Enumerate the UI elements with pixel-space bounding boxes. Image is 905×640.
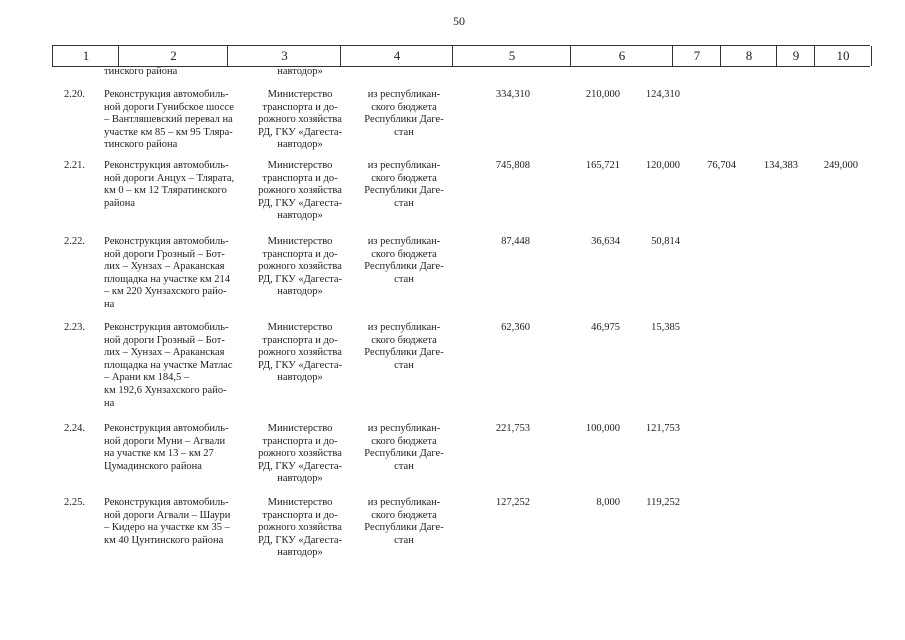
- row-col-5: 745,808: [495, 160, 530, 171]
- page-number: 50: [453, 14, 465, 28]
- header-col-5: 5: [452, 46, 571, 66]
- row-number: 2.25.: [64, 497, 85, 508]
- continuation-name: тинского района: [104, 66, 178, 77]
- row-name: Реконструкция автомобиль- ной дороги Анцух – Тлярата, км 0 – км 12 Тляратинского района: [104, 160, 235, 209]
- row-executor: Министерство транспорта и до- рожного хозяйства РД, ГКУ «Дагеста- навтодор»: [257, 160, 343, 222]
- row-col-8: 76,704: [707, 160, 736, 171]
- row-col-6: 210,000: [585, 89, 620, 100]
- row-col-7: 119,252: [646, 497, 680, 508]
- header-col-7: 7: [672, 46, 721, 66]
- row-name: Реконструкция автомобиль- ной дороги Агвали – Шаури – Кидеро на участке км 35 – км 40 Цунтинского района: [104, 497, 231, 546]
- row-col-5: 334,310: [495, 89, 530, 100]
- row-col-5: 62,360: [501, 322, 530, 333]
- header-col-9: 9: [776, 46, 815, 66]
- row-source: из республикан- ского бюджета Республики Даге- стан: [364, 322, 444, 371]
- row-col-7: 124,310: [645, 89, 680, 100]
- row-col-5: 221,753: [495, 423, 530, 434]
- row-col-5: 127,252: [495, 497, 530, 508]
- header-col-6: 6: [570, 46, 673, 66]
- row-number: 2.23.: [64, 322, 85, 333]
- header-col-8: 8: [720, 46, 777, 66]
- row-source: из республикан- ского бюджета Республики Даге- стан: [364, 236, 444, 285]
- row-source: из республикан- ского бюджета Республики Даге- стан: [364, 89, 444, 138]
- row-col-6: 165,721: [585, 160, 620, 171]
- row-col-7: 120,000: [645, 160, 680, 171]
- row-name: Реконструкция автомобиль- ной дороги Грозный – Бот- лих – Хунзах – Араканская площадка на участке Матлас – Арани км 184,5 – км 192,6 Хунзахского райо- на: [104, 322, 233, 409]
- row-col-6: 46,975: [591, 322, 620, 333]
- header-col-3: 3: [227, 46, 341, 66]
- row-number: 2.24.: [64, 423, 85, 434]
- row-executor: Министерство транспорта и до- рожного хозяйства РД, ГКУ «Дагеста- навтодор»: [257, 236, 343, 298]
- row-col-6: 36,634: [591, 236, 620, 247]
- row-executor: Министерство транспорта и до- рожного хозяйства РД, ГКУ «Дагеста- навтодор»: [257, 497, 343, 559]
- row-col-7: 121,753: [645, 423, 680, 434]
- row-col-10: 249,000: [823, 160, 858, 171]
- header-col-1: 1: [52, 46, 119, 66]
- row-source: из республикан- ского бюджета Республики Даге- стан: [364, 423, 444, 472]
- row-name: Реконструкция автомобиль- ной дороги Грозный – Бот- лих – Хунзах – Араканская площадка на участке км 214 – км 220 Хунзахского райо- на: [104, 236, 231, 310]
- header-col-2: 2: [118, 46, 228, 66]
- row-executor: Министерство транспорта и до- рожного хозяйства РД, ГКУ «Дагеста- навтодор»: [257, 423, 343, 485]
- row-source: из республикан- ского бюджета Республики Даге- стан: [364, 497, 444, 546]
- row-number: 2.21.: [64, 160, 85, 171]
- row-executor: Министерство транспорта и до- рожного хозяйства РД, ГКУ «Дагеста- навтодор»: [257, 89, 343, 151]
- row-number: 2.20.: [64, 89, 85, 100]
- row-col-9: 134,383: [763, 160, 798, 171]
- row-col-6: 100,000: [585, 423, 620, 434]
- row-source: из республикан- ского бюджета Республики Даге- стан: [364, 160, 444, 209]
- row-col-6: 8,000: [596, 497, 620, 508]
- table-header: [52, 45, 870, 67]
- row-col-7: 15,385: [651, 322, 680, 333]
- row-col-5: 87,448: [501, 236, 530, 247]
- row-col-7: 50,814: [651, 236, 680, 247]
- row-name: Реконструкция автомобиль- ной дороги Гунибское шоссе – Вантляшевский перевал на участке км 85 – км 95 Тляра- тинского района: [104, 89, 234, 151]
- continuation-executor: навтодор»: [277, 66, 323, 77]
- header-col-10: 10: [814, 46, 872, 66]
- header-col-4: 4: [340, 46, 453, 66]
- row-name: Реконструкция автомобиль- ной дороги Муни – Агвали на участке км 13 – км 27 Цумадинского района: [104, 423, 229, 472]
- row-number: 2.22.: [64, 236, 85, 247]
- row-executor: Министерство транспорта и до- рожного хозяйства РД, ГКУ «Дагеста- навтодор»: [257, 322, 343, 384]
